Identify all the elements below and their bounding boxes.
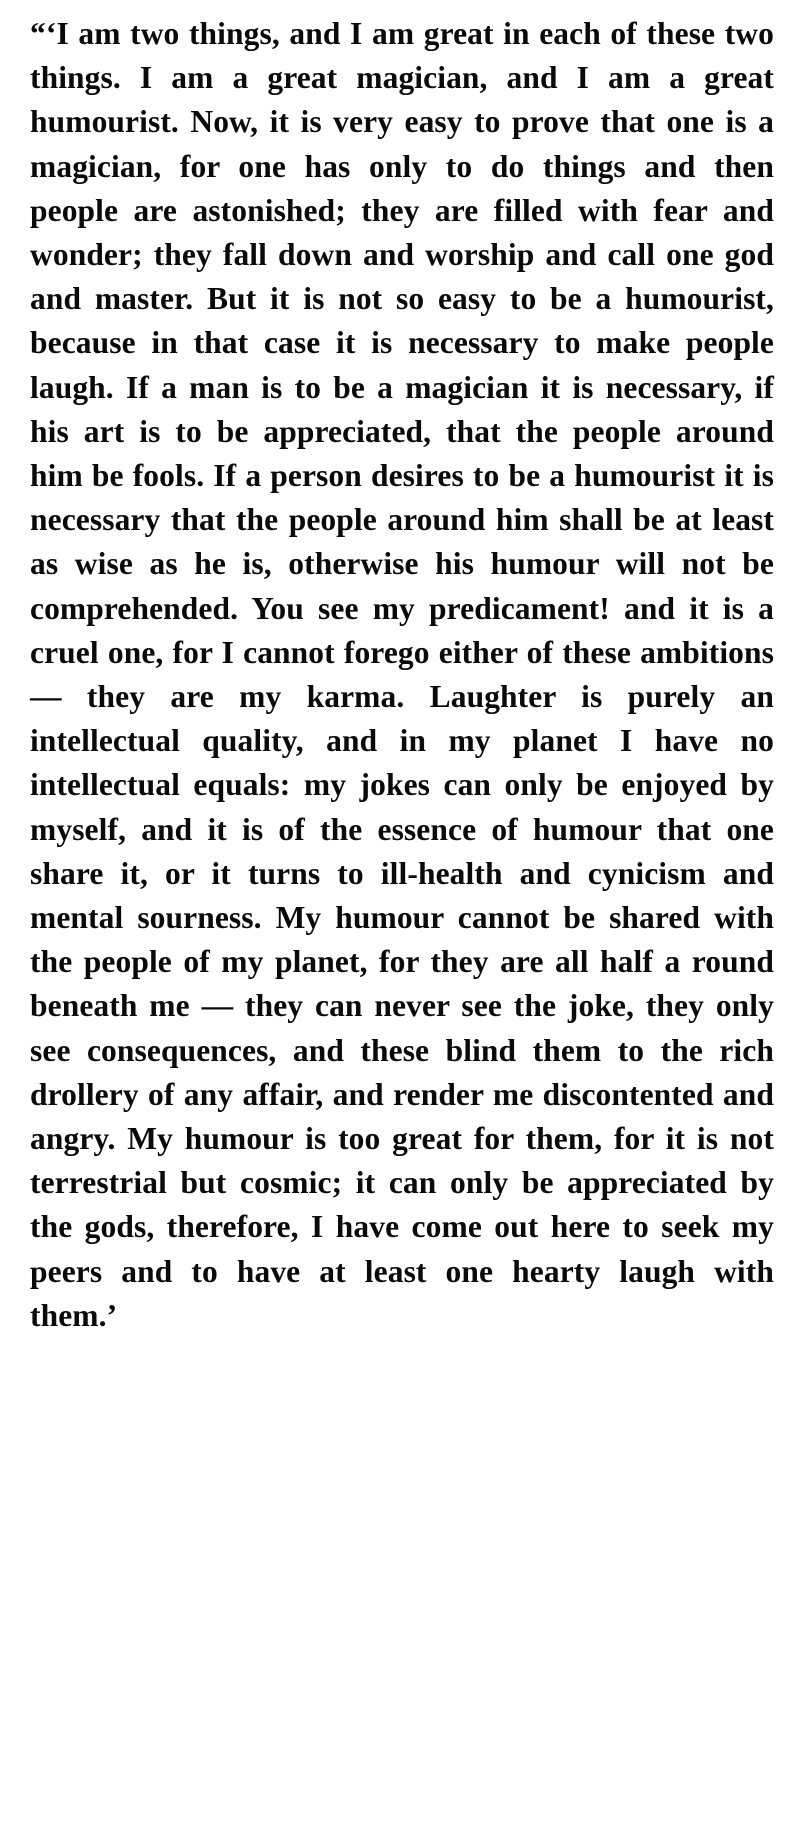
paragraph-block: “‘I am two things, and I am great in each of these two things. I am a great magician, and I am a great humourist. Now, it is very easy to prove that one is a magician, for one has only to do things and then people are astonished; they are filled with fear and wonder; they fall down and worship and call one god and master. But it is not so easy to be a humourist, because in that case it is necessary to make people laugh. If a man is to be a magician it is necessary, if his art is to be appreciated, that the people around him be fools. If a person desires to be a humourist it is necessary that the people around him shall be at least as wise as he is, otherwise his humour will not be comprehended. You see my predicament! and it is a cruel one, for I cannot forego either of these ambitions — they are my karma. Laughter is purely an intellectual quality, and in my planet I have no intellectual equals: my jokes can only be enjoyed by myself, and it is of the essence of humour that one share it, or it turns to ill-health and cynicism and mental sourness. My humour cannot be shared with the people of my planet, for they are all half a round beneath me — they can never see the joke, they only see consequences, and these blind them to the rich drollery of any affair, and render me discontented and angry. My humour is too great for them, for it is not terrestrial but cosmic; it can only be appreciated by the gods, therefore, I have come out here to seek my peers and to have at least one hearty laugh with them.’ — [30, 16, 774, 1333]
page-body-text — [30, 12, 774, 1338]
